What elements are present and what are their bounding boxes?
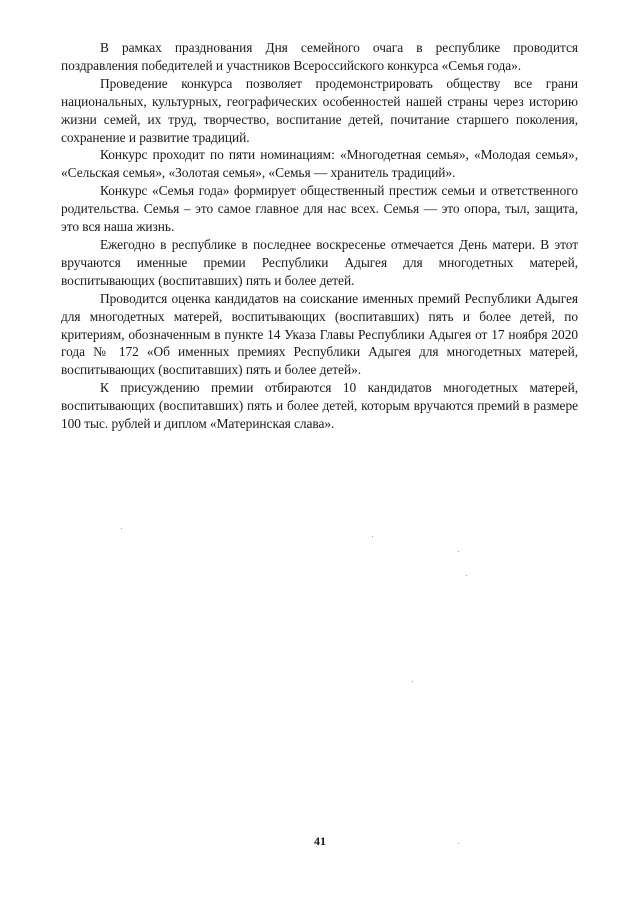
paragraph-family-prestige: Конкурс «Семья года» формирует общественный престиж семьи и ответственного родительства. Семья – это самое главное для нас всех. Семья — это опора, тыл, защита, это вся наша жизнь. xyxy=(61,183,578,235)
scan-speck xyxy=(412,681,413,682)
paragraph-contest-purpose: Проведение конкурса позволяет продемонстрировать обществу все грани национальных, культурных, географических особенностей нашей страны через историю жизни семей, их труд, творчество, воспитание детей, почитание старшего поколения, сохранение и развитие традиций. xyxy=(61,75,578,145)
paragraph-candidate-evaluation: Проводится оценка кандидатов на соискание именных премий Республики Адыгея для многодетных матерей, воспитывающих (воспитавших) пять и более детей, по критериям, обозначенным в пункте 14 Указа Главы Республики Адыгея от 17 ноября 2020 года № 172 «Об именных премиях Республики Адыгея для многодетных матерей, воспитывающих (воспитавших) пять и более детей». xyxy=(61,290,578,378)
paragraph-contest-nominations: Конкурс проходит по пяти номинациям: «Многодетная семья», «Молодая семья», «Сельская семья», «Золотая семья», «Семья — хранитель традиций». xyxy=(61,147,578,181)
scan-speck xyxy=(466,575,467,576)
page-number: 41 xyxy=(314,834,326,848)
scan-speck xyxy=(458,551,459,552)
scan-speck xyxy=(121,528,122,529)
paragraph-family-hearth-day: В рамках празднования Дня семейного очага в республике проводится поздравления победителей и участников Всероссийского конкурса «Семья года». xyxy=(61,40,578,73)
scan-speck xyxy=(372,536,373,537)
paragraph-award-selection: К присуждению премии отбираются 10 кандидатов многодетных матерей, воспитывающих (воспитавших) пять и более детей, которым вручаются премий в размере 100 тыс. рублей и диплом «Материнская слава». xyxy=(61,380,578,432)
document-body xyxy=(61,39,578,433)
paragraph-mothers-day: Ежегодно в республике в последнее воскресенье отмечается День матери. В этот вручаются именные премии Республики Адыгея для многодетных матерей, воспитывающих (воспитавших) пять и более детей. xyxy=(61,236,578,288)
